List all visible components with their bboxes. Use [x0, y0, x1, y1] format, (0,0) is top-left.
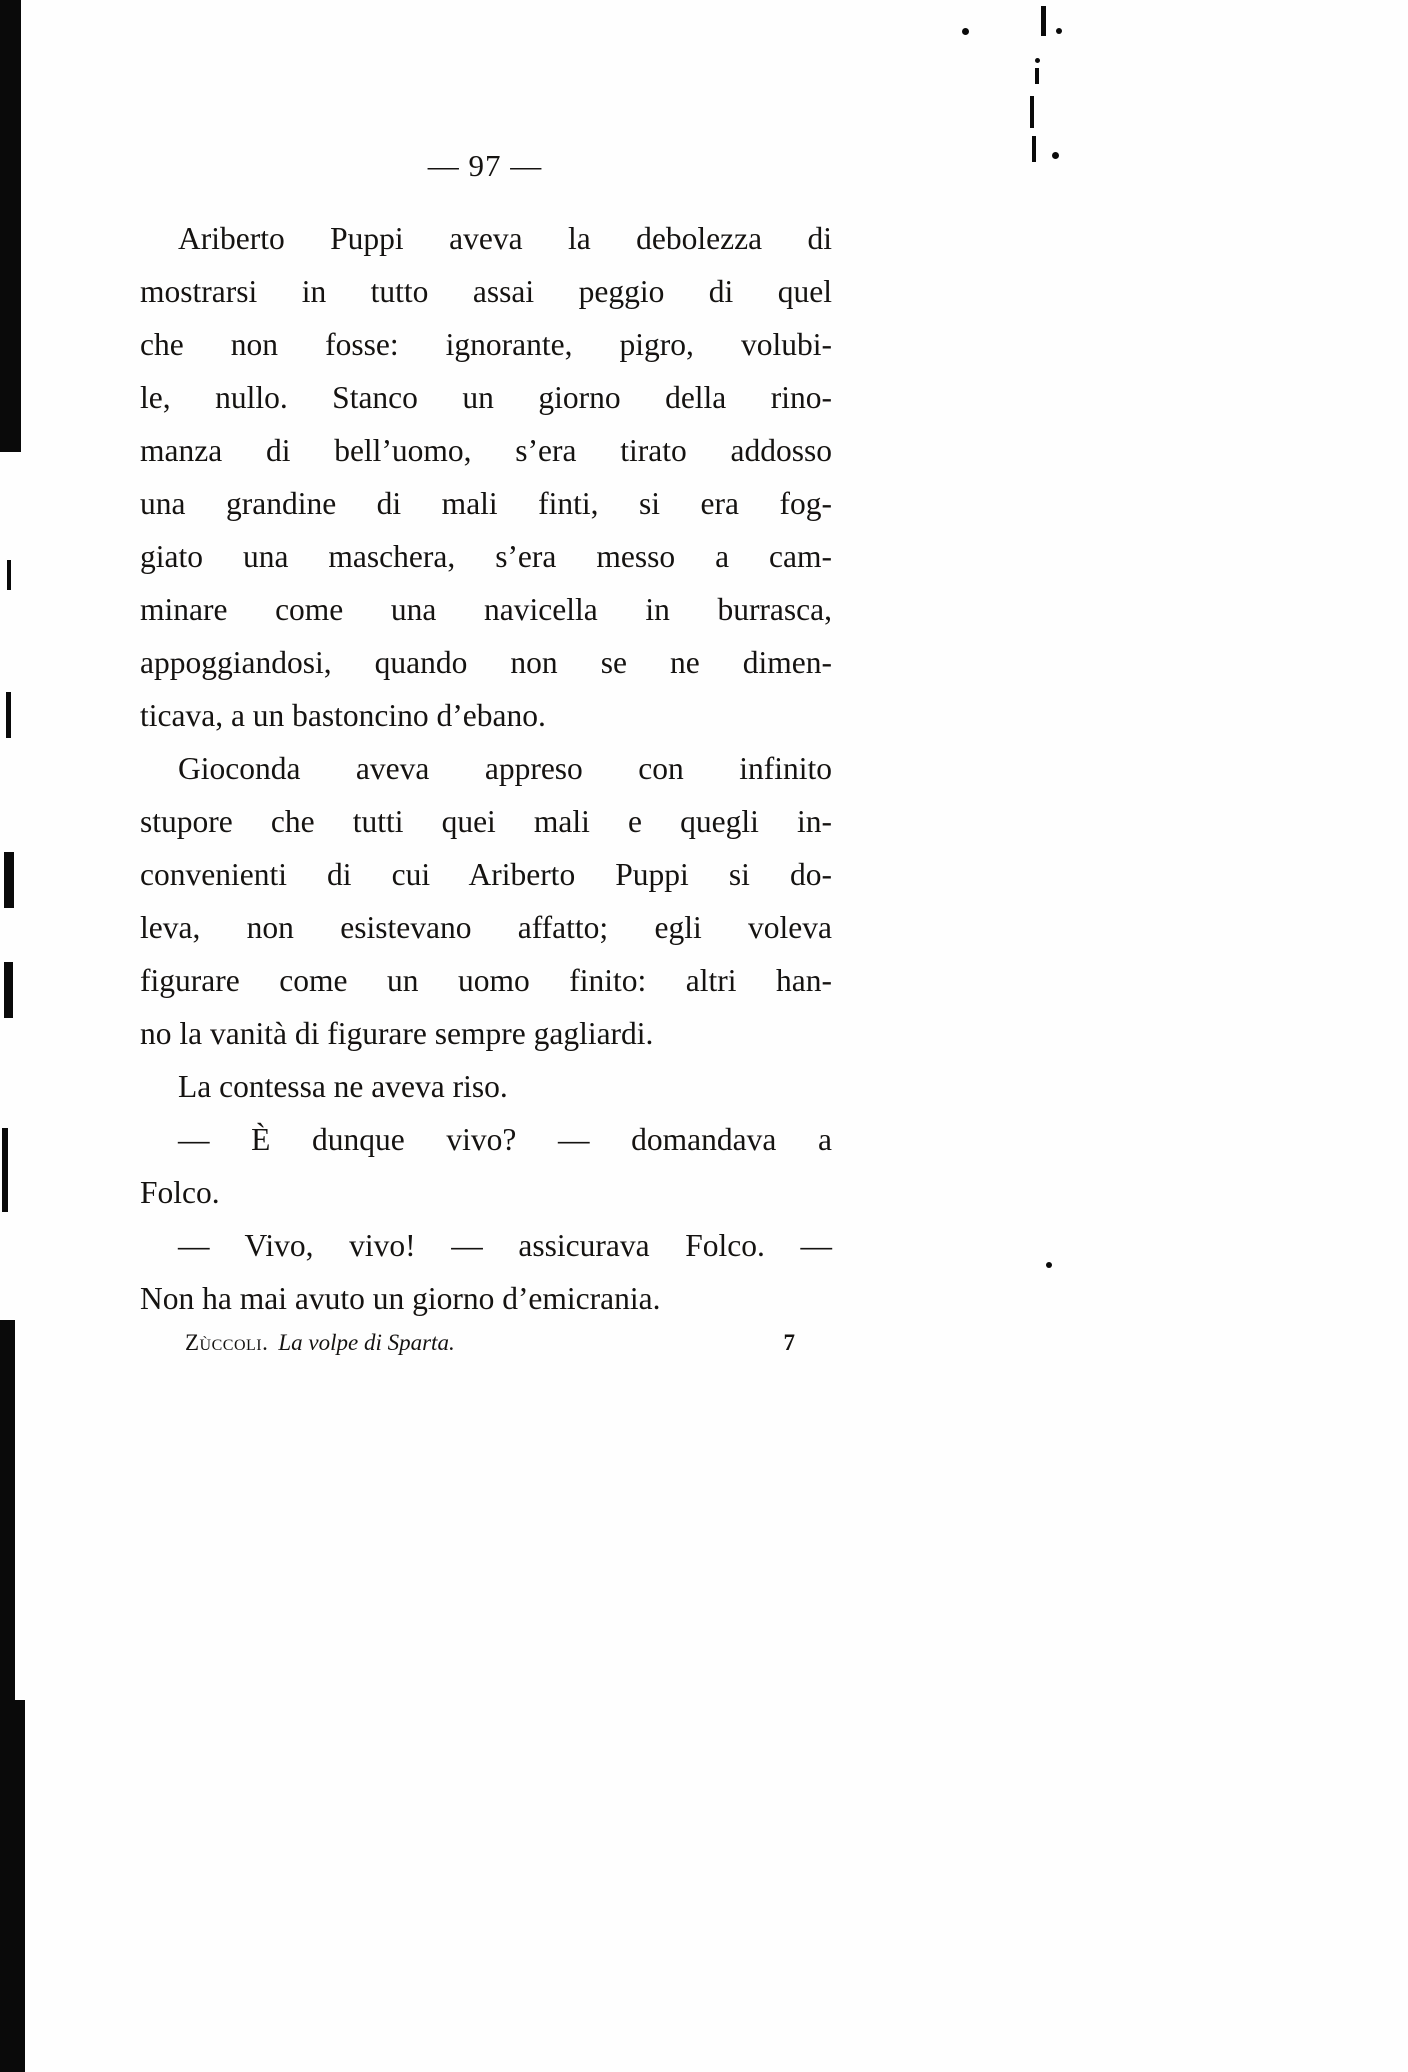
- scan-artifact: [1030, 96, 1034, 128]
- text-line: giato una maschera, s’era messo a cam-: [140, 539, 832, 574]
- text-line: — Vivo, vivo! — assicurava Folco. —: [178, 1228, 832, 1263]
- text-line: ticava, a un bastoncino d’ebano.: [140, 698, 546, 733]
- text-line: leva, non esistevano affatto; egli voleva: [140, 910, 832, 945]
- text-line: minare come una navicella in burrasca,: [140, 592, 832, 627]
- scan-artifact: [1035, 58, 1040, 63]
- scan-artifact: [4, 962, 13, 1018]
- text-line: appoggiandosi, quando non se ne dimen-: [140, 645, 832, 680]
- body-text: [140, 212, 832, 1325]
- text-line: — È dunque vivo? — domandava a: [178, 1122, 832, 1157]
- text-line: Non ha mai avuto un giorno d’emicrania.: [140, 1281, 661, 1316]
- footer: [185, 1330, 795, 1356]
- page-number: — 97 —: [427, 148, 543, 183]
- text-line: figurare come un uomo finito: altri han-: [140, 963, 832, 998]
- scan-artifact: [1035, 68, 1039, 84]
- text-line: Gioconda aveva appreso con infinito: [178, 751, 832, 786]
- text-line: convenienti di cui Ariberto Puppi si do-: [140, 857, 832, 892]
- text-line: mostrarsi in tutto assai peggio di quel: [140, 274, 832, 309]
- footer-author: Zùccoli.: [185, 1330, 269, 1355]
- scan-artifact: [1046, 1262, 1052, 1268]
- text-line: Ariberto Puppi aveva la debolezza di: [178, 221, 832, 256]
- scan-artifact: [0, 1700, 25, 2072]
- text-line: le, nullo. Stanco un giorno della rino-: [140, 380, 832, 415]
- scan-artifact: [1041, 6, 1046, 36]
- scan-artifact: [1052, 152, 1059, 159]
- scan-artifact: [6, 692, 11, 738]
- scan-artifact: [7, 560, 11, 590]
- text-line: che non fosse: ignorante, pigro, volubi-: [140, 327, 832, 362]
- text-line: una grandine di mali finti, si era fog-: [140, 486, 832, 521]
- scan-artifact: [4, 852, 14, 908]
- scan-artifact: [1032, 136, 1036, 162]
- text-line: Folco.: [140, 1175, 220, 1210]
- scan-artifact: [962, 28, 969, 35]
- text-line: no la vanità di figurare sempre gagliardi.: [140, 1016, 654, 1051]
- scan-artifact: [0, 0, 21, 452]
- scan-artifact: [1056, 28, 1062, 34]
- footer-signature-number: 7: [783, 1330, 795, 1355]
- text-line: stupore che tutti quei mali e quegli in-: [140, 804, 832, 839]
- scan-artifact: [2, 1128, 8, 1212]
- text-line: manza di bell’uomo, s’era tirato addosso: [140, 433, 832, 468]
- text-line: La contessa ne aveva riso.: [178, 1069, 508, 1104]
- footer-book-title: La volpe di Sparta.: [278, 1330, 455, 1355]
